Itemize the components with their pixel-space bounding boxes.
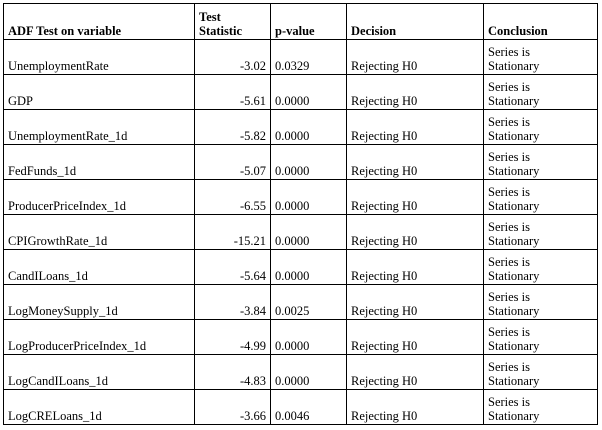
cell-conclusion-line1: Series is (488, 185, 531, 199)
cell-test-statistic: -3.02 (195, 40, 271, 75)
cell-conclusion-line2: Stationary (488, 93, 540, 108)
table-row (4, 285, 598, 320)
cell-conclusion (484, 285, 598, 320)
table-row (4, 250, 598, 285)
cell-test-statistic: -4.83 (195, 355, 271, 390)
header-variable: ADF Test on variable (4, 4, 195, 40)
cell-pvalue: 0.0329 (271, 40, 347, 75)
cell-decision: Rejecting H0 (347, 250, 484, 285)
cell-conclusion-line1: Series is (488, 80, 531, 94)
cell-conclusion (484, 250, 598, 285)
cell-pvalue: 0.0000 (271, 355, 347, 390)
cell-conclusion-line1: Series is (488, 395, 531, 409)
cell-conclusion (484, 75, 598, 110)
cell-pvalue: 0.0025 (271, 285, 347, 320)
cell-pvalue: 0.0000 (271, 250, 347, 285)
header-pvalue: p-value (271, 4, 347, 40)
cell-test-statistic: -3.66 (195, 390, 271, 425)
cell-test-statistic: -4.99 (195, 320, 271, 355)
table-row (4, 180, 598, 215)
header-row (4, 4, 598, 40)
table-row (4, 110, 598, 145)
header-test-statistic-line1: Test (199, 10, 221, 24)
cell-conclusion (484, 110, 598, 145)
cell-conclusion-line1: Series is (488, 150, 531, 164)
table-row (4, 75, 598, 110)
cell-variable: CPIGrowthRate_1d (4, 215, 195, 250)
cell-pvalue: 0.0000 (271, 320, 347, 355)
cell-test-statistic: -15.21 (195, 215, 271, 250)
cell-conclusion-line2: Stationary (488, 128, 540, 143)
cell-conclusion-line2: Stationary (488, 338, 540, 353)
cell-conclusion (484, 215, 598, 250)
cell-conclusion (484, 180, 598, 215)
cell-conclusion-line1: Series is (488, 220, 531, 234)
cell-pvalue: 0.0000 (271, 180, 347, 215)
table-row (4, 145, 598, 180)
header-conclusion: Conclusion (484, 4, 598, 40)
cell-conclusion-line2: Stationary (488, 373, 540, 388)
cell-conclusion-line2: Stationary (488, 58, 540, 73)
cell-decision: Rejecting H0 (347, 320, 484, 355)
cell-conclusion-line1: Series is (488, 360, 531, 374)
cell-test-statistic: -5.61 (195, 75, 271, 110)
header-test-statistic (195, 4, 271, 40)
cell-conclusion-line2: Stationary (488, 233, 540, 248)
cell-variable: UnemploymentRate_1d (4, 110, 195, 145)
cell-conclusion-line2: Stationary (488, 303, 540, 318)
cell-conclusion-line1: Series is (488, 290, 531, 304)
table-body (4, 40, 598, 425)
cell-pvalue: 0.0000 (271, 110, 347, 145)
cell-conclusion-line2: Stationary (488, 163, 540, 178)
cell-variable: CandILoans_1d (4, 250, 195, 285)
cell-decision: Rejecting H0 (347, 355, 484, 390)
cell-decision: Rejecting H0 (347, 75, 484, 110)
cell-pvalue: 0.0000 (271, 215, 347, 250)
cell-decision: Rejecting H0 (347, 110, 484, 145)
cell-variable: UnemploymentRate (4, 40, 195, 75)
table-row (4, 215, 598, 250)
cell-variable: LogMoneySupply_1d (4, 285, 195, 320)
cell-conclusion-line1: Series is (488, 325, 531, 339)
table-row (4, 320, 598, 355)
cell-variable: LogProducerPriceIndex_1d (4, 320, 195, 355)
cell-decision: Rejecting H0 (347, 40, 484, 75)
cell-pvalue: 0.0046 (271, 390, 347, 425)
cell-pvalue: 0.0000 (271, 145, 347, 180)
cell-conclusion (484, 320, 598, 355)
cell-decision: Rejecting H0 (347, 390, 484, 425)
cell-variable: GDP (4, 75, 195, 110)
cell-conclusion (484, 145, 598, 180)
cell-variable: ProducerPriceIndex_1d (4, 180, 195, 215)
cell-decision: Rejecting H0 (347, 285, 484, 320)
cell-conclusion-line1: Series is (488, 255, 531, 269)
cell-test-statistic: -5.82 (195, 110, 271, 145)
header-test-statistic-line2: Statistic (199, 23, 243, 38)
cell-variable: LogCRELoans_1d (4, 390, 195, 425)
header-decision: Decision (347, 4, 484, 40)
cell-conclusion-line2: Stationary (488, 198, 540, 213)
cell-test-statistic: -3.84 (195, 285, 271, 320)
cell-decision: Rejecting H0 (347, 180, 484, 215)
cell-conclusion-line1: Series is (488, 45, 531, 59)
cell-conclusion-line1: Series is (488, 115, 531, 129)
cell-test-statistic: -6.55 (195, 180, 271, 215)
cell-variable: FedFunds_1d (4, 145, 195, 180)
cell-conclusion (484, 390, 598, 425)
cell-conclusion (484, 40, 598, 75)
table-row (4, 40, 598, 75)
cell-decision: Rejecting H0 (347, 215, 484, 250)
adf-results-table (3, 3, 598, 425)
cell-test-statistic: -5.64 (195, 250, 271, 285)
table-row (4, 390, 598, 425)
cell-pvalue: 0.0000 (271, 75, 347, 110)
cell-test-statistic: -5.07 (195, 145, 271, 180)
cell-variable: LogCandILoans_1d (4, 355, 195, 390)
cell-conclusion-line2: Stationary (488, 268, 540, 283)
cell-decision: Rejecting H0 (347, 145, 484, 180)
cell-conclusion-line2: Stationary (488, 408, 540, 423)
table-row (4, 355, 598, 390)
adf-results-table-container (3, 3, 598, 425)
cell-conclusion (484, 355, 598, 390)
